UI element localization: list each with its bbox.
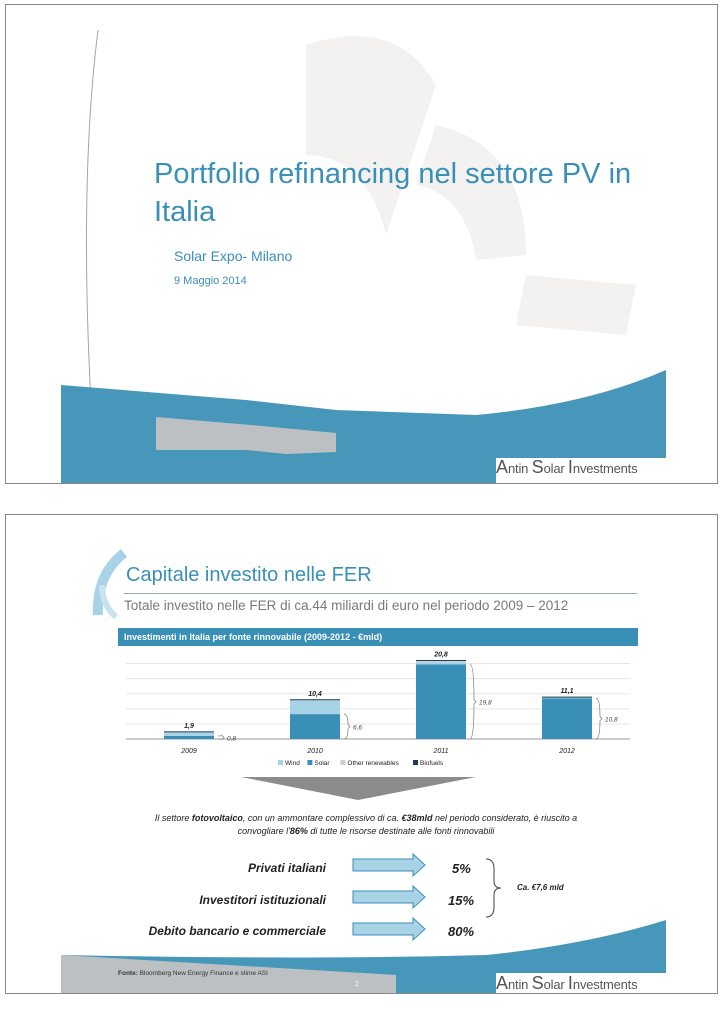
slide-2-title: Capitale investito nelle FER (126, 564, 372, 586)
total-label: 20,8 (434, 651, 448, 659)
source-note: Fonte: Bloomberg New Energy Finance e stime ASI (118, 970, 268, 977)
pct-istituzionali: 15% (448, 893, 475, 908)
title-divider (124, 593, 637, 594)
total-label: 10,4 (308, 690, 322, 698)
solar-label: 0,8 (227, 735, 237, 743)
row-label-debito: Debito bancario e commerciale (148, 924, 326, 938)
bar-solar-2010 (290, 714, 340, 739)
category-label: 2010 (307, 748, 323, 755)
bar-other-renewables-2011 (416, 661, 466, 662)
row-label-istituzionali: Investitori istituzionali (199, 893, 326, 907)
slide-1-background (6, 5, 717, 483)
category-label: 2009 (181, 748, 197, 755)
solar-bracket (596, 698, 602, 739)
legend-label: Other renewables (347, 760, 399, 767)
category-label: 2011 (433, 748, 449, 755)
category-label: 2012 (559, 748, 575, 755)
legend-swatch (340, 760, 345, 765)
total-label: 11,1 (560, 688, 574, 696)
legend-swatch (307, 760, 312, 765)
arrows-group (351, 853, 431, 953)
bar-solar-2009 (164, 736, 214, 739)
slide-2-subtitle: Totale investito nelle FER di ca.44 miliardi di euro nel periodo 2009 – 2012 (124, 598, 569, 613)
total-label: 1,9 (184, 722, 194, 730)
arrow-icon (353, 886, 425, 908)
slide-1-title: Portfolio refinancing nel settore PV in Italia (154, 158, 632, 228)
pct-privati: 5% (452, 861, 471, 876)
summary-note: Il settore fotovoltaico, con un ammontare complessivo di ca. €38mld nel periodo considerato, è riuscito a convogliare l'86% di tutte le risorse destinate alle fonti rinnovabili (154, 813, 578, 836)
slide-1-subtitle: Solar Expo- Milano (174, 248, 293, 264)
bar-wind-2009 (164, 733, 214, 736)
bar-solar-2011 (416, 664, 466, 739)
chart-header: Investimenti in Italia per fonte rinnovabile (2009-2012 - €mld) (118, 628, 638, 646)
slide-1 (5, 4, 718, 484)
slide-1-date: 9 Maggio 2014 (174, 275, 247, 287)
bar-wind-2011 (416, 662, 466, 664)
legend-label: Biofuels (420, 760, 444, 767)
arrow-icon (353, 854, 425, 876)
arrow-icon (353, 918, 425, 940)
company-logo: Antin Solar Investments (496, 973, 638, 993)
row-label-privati: Privati italiani (247, 861, 326, 875)
legend-label: Solar (314, 760, 330, 767)
curly-bracket-icon (484, 857, 504, 919)
company-logo: Antin Solar Investments (496, 457, 638, 477)
legend-label: Wind (285, 760, 300, 767)
solar-bracket (470, 664, 476, 739)
legend-swatch (278, 760, 283, 765)
solar-label: 19,8 (479, 699, 492, 707)
slide-2 (5, 514, 718, 994)
bracket-label: Ca. €7,6 mld (517, 883, 564, 892)
page-number: 2 (355, 981, 359, 988)
investment-chart (118, 650, 638, 770)
solar-label: 10,8 (605, 716, 618, 724)
solar-bracket (344, 714, 350, 739)
solar-label: 6,6 (353, 724, 363, 732)
pct-debito: 80% (448, 924, 475, 939)
bar-solar-2012 (542, 698, 592, 739)
bar-wind-2010 (290, 701, 340, 715)
legend-swatch (413, 760, 418, 765)
